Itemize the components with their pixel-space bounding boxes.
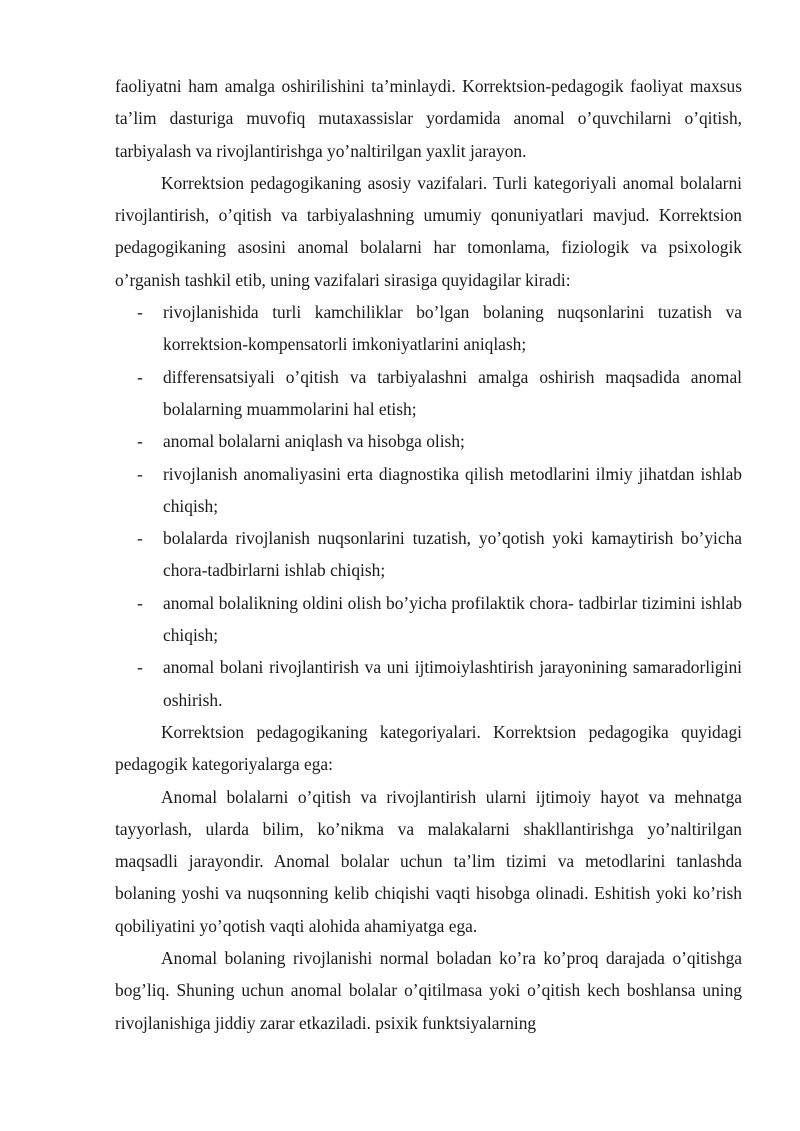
list-item <box>115 425 742 457</box>
list-marker: - <box>137 528 143 549</box>
list-item-text: anomal bolalarni aniqlash va hisobga olish; <box>163 431 465 452</box>
list-item <box>115 361 742 426</box>
list-item <box>115 458 742 523</box>
list-item-text: anomal bolalikning oldini olish bo’yicha profilaktik chora- tadbirlar tizimini ishlab chiqish; <box>163 592 742 646</box>
list-marker: - <box>137 463 143 484</box>
paragraph-tasks-intro: Korrektsion pedagogikaning asosiy vazifalari. Turli kategoriyali anomal bolalarni rivojlantirish, o’qitish va tarbiyalashning umumiy qonuniyatlari mavjud. Korrektsion pedagogikaning asosini anomal bolalarni har tomonlama, fiziologik va psixologik o’rganish tashkil etib, uning vazifalari sirasiga quyidagilar kiradi: <box>115 172 742 290</box>
list-item-text: anomal bolani rivojlantirish va uni ijtimoiylashtirish jarayonining samaradorligini oshirish. <box>163 657 742 710</box>
list-item-text: bolalarda rivojlanish nuqsonlarini tuzatish, yo’qotish yoki kamaytirish bo’yicha chora-tadbirlarni ishlab chiqish; <box>163 528 742 581</box>
document-page <box>115 70 742 1039</box>
list-item-text: differensatsiyali o’qitish va tarbiyalashni amalga oshirish maqsadida anomal bolalarning muammolarini hal etish; <box>163 366 742 419</box>
paragraph-continuation: faoliyatni ham amalga oshirilishini ta’minlaydi. Korrektsion-pedagogik faoliyat maxsus ta’lim dasturiga muvofiq mutaxassislar yordamida anomal o’quvchilarni o’qitish, tarbiyalash va rivojlantirishga yo’naltirilgan yaxlit jarayon. <box>115 76 742 161</box>
list-item <box>115 587 742 652</box>
list-marker: - <box>137 302 143 323</box>
list-marker: - <box>137 657 143 678</box>
list-item-text: rivojlanishida turli kamchiliklar bo’lgan bolaning nuqsonlarini tuzatish va korrektsion-kompensatorli imkoniyatlarini aniqlash; <box>163 302 742 355</box>
list-item-text: rivojlanish anomaliyasini erta diagnostika qilish metodlarini ilmiy jihatdan ishlab chiqish; <box>163 463 742 516</box>
list-item <box>115 651 742 716</box>
list-item <box>115 522 742 587</box>
list-marker: - <box>137 366 143 387</box>
paragraph-categories-intro: Korrektsion pedagogikaning kategoriyalari. Korrektsion pedagogika quyidagi pedagogik kategoriyalarga ega: <box>115 721 742 775</box>
list-marker: - <box>137 431 143 452</box>
paragraph-teaching: Anomal bolalarni o’qitish va rivojlantirish ularni ijtimoiy hayot va mehnatga tayyorlash, ularda bilim, ko’nikma va malakalarni shakllantirishga yo’naltirilgan maqsadli jarayondir. Anomal bolalar uchun ta’lim tizimi va metodlarini tanlashda bolaning yoshi va nuqsonning kelib chiqishi vaqti hisobga olinadi. Eshitish yoki ko’rish qobiliyatini yo’qotish vaqti alohida ahamiyatga ega. <box>115 786 742 936</box>
tasks-list <box>115 296 742 716</box>
list-item <box>115 296 742 361</box>
paragraph-development: Anomal bolaning rivojlanishi normal boladan ko’ra ko’proq darajada o’qitishga bog’liq. Shuning uchun anomal bolalar o’qitilmasa yoki o’qitish kech boshlansa uning rivojlanishiga jiddiy zarar etkaziladi. psixik funktsiyalarning <box>115 948 742 1033</box>
list-marker: - <box>137 592 143 613</box>
